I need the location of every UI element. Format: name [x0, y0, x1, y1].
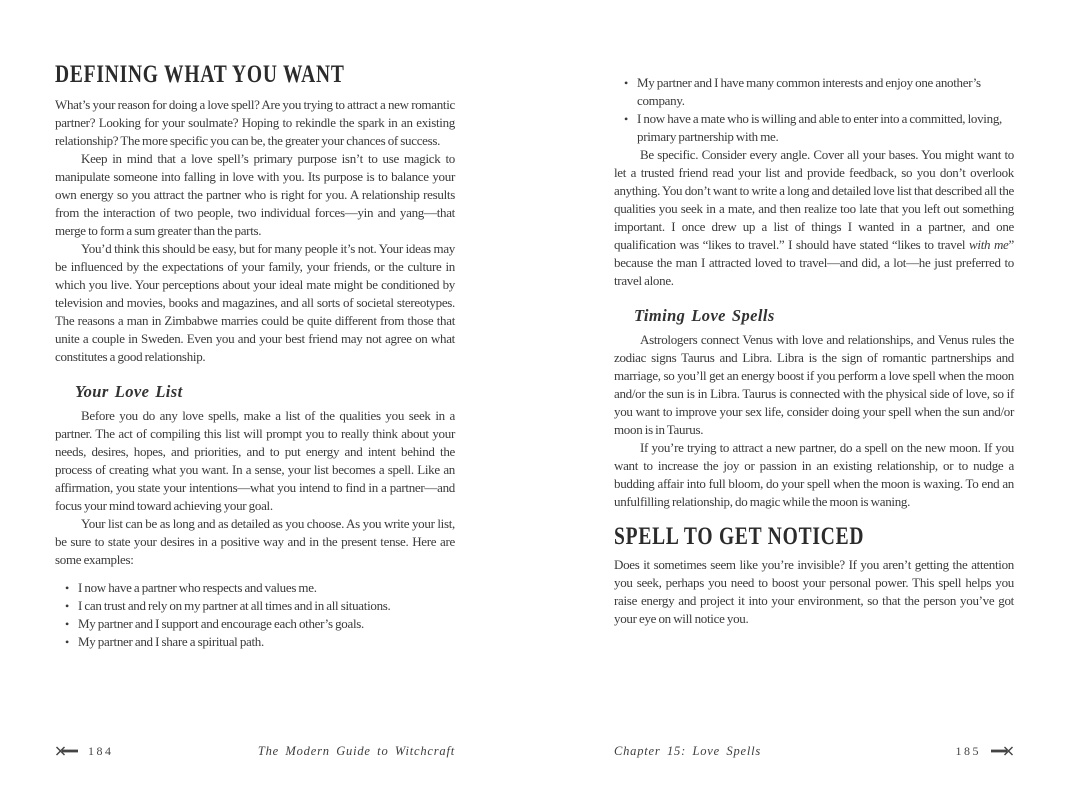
- love-list-examples: [65, 579, 455, 651]
- paragraph: [614, 146, 1014, 290]
- page-number: 185: [955, 743, 981, 758]
- running-title-book: The Modern Guide to Witchcraft: [257, 743, 455, 758]
- paragraph: Keep in mind that a love spell’s primary purpose isn’t to use magick to manipulate someone into falling in love with you. Its purpose is to balance your own energy so you attract the partner who is right for you. A relationship results from the interaction of two people, two individual forces—yin and yang—that merge to form a sum greater than the parts.: [55, 151, 455, 238]
- section-heading-defining-what-you-want: DEFINING WHAT YOU WANT: [55, 61, 345, 88]
- love-list-examples-continued: [624, 74, 1014, 146]
- page-number: 184: [88, 743, 114, 758]
- paragraph: Before you do any love spells, make a list of the qualities you seek in a partner. The act of compiling this list will prompt you to really think about your needs, desires, hopes, and priorities, and to put energy and intent behind the process of creating what you want. In a sense, your list becomes a spell. Like an affirmation, you state your intentions—what you intend to find in a partner—and focus your mind toward achieving your goal.: [55, 408, 455, 513]
- left-folio-group: [55, 744, 114, 759]
- list-item: • I can trust and rely on my partner at all times and in all situations.: [65, 597, 455, 615]
- list-item: • My partner and I have many common interests and enjoy one another’s company.: [624, 74, 1014, 110]
- subheading-timing-love-spells: Timing Love Spells: [634, 306, 775, 325]
- paragraph: Astrologers connect Venus with love and relationships, and Venus rules the zodiac signs Taurus and Libra. Libra is the sign of romantic partnerships and marriage, so you’ll get an energy boost if you perform a love spell when the moon and/or the sun is in Libra. Taurus is connected with the physical side of love, so if you want to improve your sex life, consider doing your spell when the sun and/or moon is in Taurus.: [614, 332, 1014, 437]
- page-right: [614, 74, 1014, 628]
- list-item: • My partner and I support and encourage each other’s goals.: [65, 615, 455, 633]
- list-item: • My partner and I share a spiritual path.: [65, 633, 455, 651]
- paragraph-text: ” because the man I attracted loved to travel—and did, a lot—he just preferred to travel alone.: [614, 237, 1015, 288]
- list-item: • I now have a partner who respects and values me.: [65, 579, 455, 597]
- subheading-your-love-list: Your Love List: [75, 382, 183, 401]
- arrow-flourish-left-icon: [55, 746, 79, 756]
- paragraph: Your list can be as long and as detailed as you choose. As you write your list, be sure to state your desires in a positive way and in the present tense. Here are some examples:: [55, 516, 455, 567]
- list-item: • I now have a mate who is willing and able to enter into a committed, loving, primary partnership with me.: [624, 110, 1014, 146]
- right-folio-group: [956, 744, 1015, 759]
- right-page-footer: [614, 741, 1014, 761]
- paragraph-text: Be specific. Consider every angle. Cover all your bases. You might want to let a trusted friend read your list and provide feedback, so you don’t overlook anything. You don’t want to write a long and detailed love list that described all the qualities you seek in a mate, and then realize too late that you left out something important. I once drew up a list of things I wanted in a partner, and one qualification was “likes to travel.” I should have stated “likes to travel: [614, 147, 1014, 252]
- running-title-chapter: Chapter 15: Love Spells: [614, 743, 762, 758]
- paragraph: Does it sometimes seem like you’re invisible? If you aren’t getting the attention you seek, perhaps you need to boost your personal power. This spell helps you raise energy and project it into your environment, so that the person you’ve got your eye on will notice you.: [614, 557, 1014, 626]
- paragraph: If you’re trying to attract a new partner, do a spell on the new moon. If you want to increase the joy or passion in an existing relationship, or to nudge a budding affair into full bloom, do your spell when the moon is waxing. To end an unfulfilling relationship, do magic while the moon is waning.: [614, 440, 1014, 509]
- page-left: [55, 62, 455, 651]
- paragraph: What’s your reason for doing a love spell? Are you trying to attract a new romantic partner? Looking for your soulmate? Hoping to rekindle the spark in an existing relationship? The more specific you can be, the greater your chances of success.: [55, 97, 455, 148]
- emphasized-text: with me: [969, 237, 1009, 252]
- left-page-footer: [55, 741, 455, 761]
- section-heading-spell-to-get-noticed: SPELL TO GET NOTICED: [614, 523, 865, 550]
- paragraph: You’d think this should be easy, but for many people it’s not. Your ideas may be influenced by the expectations of your family, your friends, or the culture in which you live. Your perceptions about your ideal mate might be conditioned by television and movies, books and magazines, and all sorts of societal stereotypes. The reasons a man in Zimbabwe marries could be quite different from those that unite a couple in Sweden. Even you and your best friend may not agree on what constitutes a good relationship.: [55, 241, 455, 364]
- arrow-flourish-right-icon: [990, 746, 1014, 756]
